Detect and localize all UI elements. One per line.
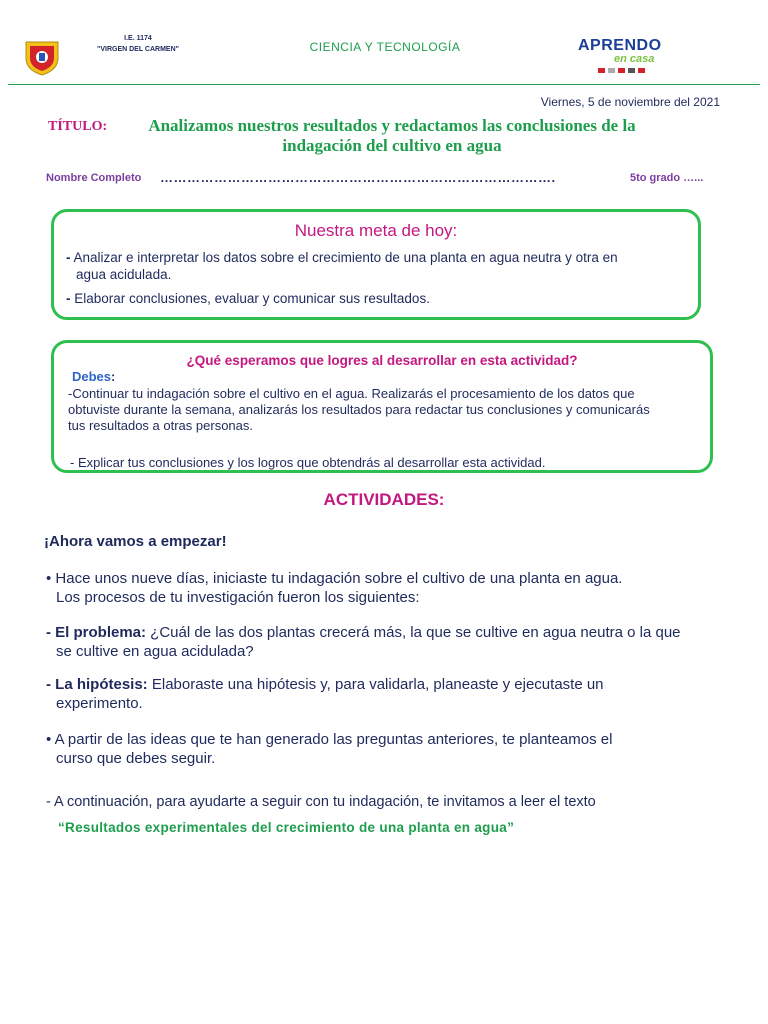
aprendo-en-casa-logo — [578, 38, 686, 78]
goal-item-text: Analizar e interpretar los datos sobre el crecimiento de una planta en agua neutra y otra en — [73, 250, 618, 265]
hypothesis-text-cont: experimento. — [56, 695, 143, 712]
school-code: I.E. 1174 — [124, 35, 152, 42]
problem-paragraph — [46, 623, 736, 661]
debes-line-1: -Continuar tu indagación sobre el cultivo en el agua. Realizarás el procesamiento de los datos que — [68, 386, 635, 401]
expectations-title: ¿Qué esperamos que logres al desarrollar en esta actividad? — [186, 353, 578, 368]
intro-line-2: Los procesos de tu investigación fueron los siguientes: — [56, 589, 420, 606]
goal-item-text-cont: agua acidulada. — [76, 267, 172, 282]
goal-bullet: - — [66, 250, 71, 265]
goal-title: Nuestra meta de hoy: — [294, 221, 458, 240]
header-divider — [8, 84, 760, 85]
goal-bullet: - — [66, 291, 71, 306]
intro-paragraph — [46, 569, 736, 607]
school-title: "VIRGEN DEL CARMEN" — [97, 46, 179, 53]
reading-invite: - A continuación, para ayudarte a seguir con tu indagación, te invitamos a leer el texto — [46, 794, 596, 810]
hypothesis-label: - La hipótesis: — [46, 676, 148, 693]
school-crest-icon — [22, 38, 62, 76]
logo-sub-text: en casa — [614, 53, 655, 65]
debes-colon: : — [111, 369, 116, 384]
debes-text: Debes — [72, 369, 112, 384]
title-line-2: indagación del cultivo en agua — [282, 136, 502, 155]
debes-description — [68, 386, 692, 434]
name-blank[interactable]: ……………………………………………………………………………. — [160, 170, 556, 185]
debes-line-3: tus resultados a otras personas. — [68, 418, 253, 433]
course-line-1: • A partir de las ideas que te han generado las preguntas anteriores, te planteamos el — [46, 731, 613, 748]
document-date: Viernes, 5 de noviembre del 2021 — [540, 95, 720, 109]
intro-line-1: • Hace unos nueve días, iniciaste tu indagación sobre el cultivo de una planta en agua. — [46, 570, 623, 587]
title-line-1: Analizamos nuestros resultados y redactamos las conclusiones de la — [148, 116, 636, 135]
debes-line-4-clipped: - Explicar tus conclusiones y los logros que obtendrás al desarrollar esta actividad. — [70, 455, 546, 470]
activities-heading: ACTIVIDADES: — [323, 490, 445, 509]
course-paragraph — [46, 730, 736, 768]
title-label: TÍTULO: — [48, 119, 108, 134]
course-line-2: curso que debes seguir. — [56, 750, 216, 767]
problem-text: ¿Cuál de las dos plantas crecerá más, la que se cultive en agua neutra o la que — [146, 624, 681, 641]
name-label: Nombre Completo — [46, 172, 142, 184]
reading-title: “Resultados experimentales del crecimiento de una planta en agua” — [58, 820, 515, 835]
subject-title: CIENCIA Y TECNOLOGÍA — [309, 40, 461, 54]
problem-label: - El problema: — [46, 624, 147, 641]
goal-item-text: Elaborar conclusiones, evaluar y comunicar sus resultados. — [74, 291, 430, 306]
logo-flags-icon — [578, 68, 686, 73]
hypothesis-text: Elaboraste una hipótesis y, para validarla, planeaste y ejecutaste un — [147, 676, 604, 693]
school-name — [78, 33, 198, 55]
debes-line-2: obtuviste durante la semana, analizarás los resultados para redactar tus conclusiones y comunicarás — [68, 402, 650, 417]
goal-item — [66, 249, 686, 283]
logo-main-text: APRENDO — [578, 37, 662, 54]
hypothesis-paragraph — [46, 675, 736, 713]
start-heading: ¡Ahora vamos a empezar! — [44, 533, 227, 550]
goal-item — [66, 290, 686, 307]
problem-text-cont: se cultive en agua acidulada? — [56, 643, 254, 660]
debes-label — [72, 369, 115, 384]
document-title — [122, 116, 662, 156]
grade-label: 5to grado …... — [630, 172, 704, 184]
